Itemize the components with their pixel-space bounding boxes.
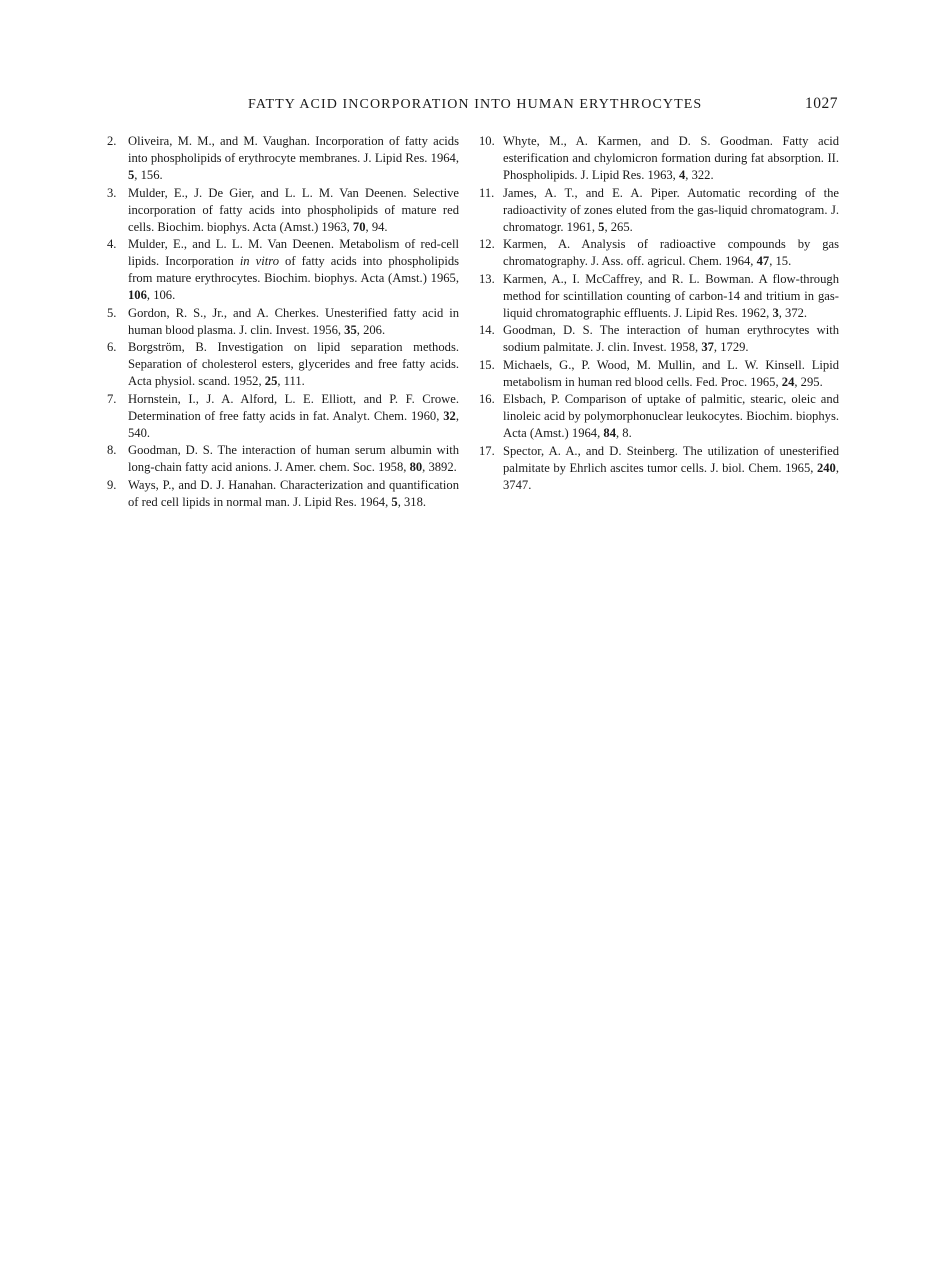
reference-item (107, 305, 459, 339)
reference-item (107, 339, 459, 390)
reference-text: Mulder, E., J. De Gier, and L. L. M. Van Deenen. Selective incorporation of fatty acids into phospholipids of mature red cells. Biochim. biophys. Acta (Amst.) 1963, 70, 94. (128, 185, 459, 234)
reference-text: Borgström, B. Investigation on lipid separation methods. Separation of cholesterol esters, glycerides and free fatty acids. Acta physiol. scand. 1952, 25, 111. (128, 340, 459, 388)
reference-number: 12. (479, 237, 495, 251)
reference-item (107, 442, 459, 476)
reference-number: 13. (479, 271, 495, 286)
reference-text: Goodman, D. S. The interaction of human erythrocytes with sodium palmitate. J. clin. Invest. 1958, 37, 1729. (503, 323, 839, 354)
reference-text: Spector, A. A., and D. Steinberg. The utilization of unesterified palmitate by Ehrlich ascites tumor cells. J. biol. Chem. 1965, 240, 3747. (503, 443, 839, 492)
reference-item (479, 322, 839, 356)
reference-text: Oliveira, M. M., and M. Vaughan. Incorporation of fatty acids into phospholipids of erythrocyte membranes. J. Lipid Res. 1964, 5, 156. (128, 134, 459, 182)
running-head (248, 97, 838, 117)
running-title: FATTY ACID INCORPORATION INTO HUMAN ERYTHROCYTES (248, 97, 703, 112)
reference-number: 2. (107, 134, 117, 148)
reference-item (479, 271, 839, 322)
reference-text: Whyte, M., A. Karmen, and D. S. Goodman. Fatty acid esterification and chylomicron formation during fat absorption. II. Phospholipids. J. Lipid Res. 1963, 4, 322. (503, 134, 839, 182)
reference-item (479, 236, 839, 270)
reference-number: 3. (107, 185, 117, 200)
reference-text: Goodman, D. S. The interaction of human serum albumin with long-chain fatty acid anions. J. Amer. chem. Soc. 1958, 80, 3892. (128, 443, 459, 474)
reference-text: Michaels, G., P. Wood, M. Mullin, and L. W. Kinsell. Lipid metabolism in human red blood cells. Fed. Proc. 1965, 24, 295. (503, 357, 839, 389)
reference-text: Hornstein, I., J. A. Alford, L. E. Elliott, and P. F. Crowe. Determination of free fatty acids in fat. Analyt. Chem. 1960, 32, 540. (128, 391, 459, 440)
reference-column-right (479, 133, 839, 494)
reference-text: Mulder, E., and L. L. M. Van Deenen. Metabolism of red-cell lipids. Incorporation in vitro of fatty acids into phospholipids from mature erythrocytes. Biochim. biophys. Acta (Amst.) 1965, 106, 106. (128, 237, 460, 302)
reference-text: Karmen, A., I. McCaffrey, and R. L. Bowman. A flow-through method for scintillation counting of carbon-14 and tritium in gas-liquid chromatographic effluents. J. Lipid Res. 1962, 3, 372. (503, 271, 839, 320)
reference-number: 4. (107, 237, 117, 251)
reference-text: Ways, P., and D. J. Hanahan. Characterization and quantification of red cell lipids in normal man. J. Lipid Res. 1964, 5, 318. (128, 477, 459, 509)
reference-number: 7. (107, 391, 117, 406)
reference-item (107, 477, 459, 511)
reference-item (107, 236, 459, 304)
reference-item (479, 391, 839, 442)
reference-number: 8. (107, 443, 117, 457)
reference-number: 10. (479, 134, 495, 148)
reference-number: 17. (479, 443, 495, 458)
reference-number: 15. (479, 357, 495, 372)
reference-number: 16. (479, 392, 495, 406)
reference-text: James, A. T., and E. A. Piper. Automatic recording of the radioactivity of zones eluted from the gas-liquid chromatogram. J. chromatogr. 1961, 5, 265. (503, 185, 839, 234)
reference-number: 5. (107, 305, 117, 320)
reference-number: 6. (107, 340, 117, 354)
page-number: 1027 (805, 95, 838, 112)
reference-text: Karmen, A. Analysis of radioactive compounds by gas chromatography. J. Ass. off. agricul. Chem. 1964, 47, 15. (503, 237, 839, 268)
reference-text: Gordon, R. S., Jr., and A. Cherkes. Unesterified fatty acid in human blood plasma. J. clin. Invest. 1956, 35, 206. (128, 305, 459, 337)
reference-item (479, 185, 839, 236)
reference-item (479, 357, 839, 391)
reference-number: 9. (107, 477, 117, 492)
reference-column-left (107, 133, 459, 511)
reference-text: Elsbach, P. Comparison of uptake of palmitic, stearic, oleic and linoleic acid by polymorphonuclear leukocytes. Biochim. biophys. Acta (Amst.) 1964, 84, 8. (503, 392, 839, 440)
reference-item (479, 443, 839, 494)
reference-item (479, 133, 839, 184)
reference-number: 11. (479, 185, 495, 200)
reference-item (107, 133, 459, 184)
reference-item (107, 185, 459, 236)
reference-number: 14. (479, 323, 495, 337)
reference-item (107, 391, 459, 442)
